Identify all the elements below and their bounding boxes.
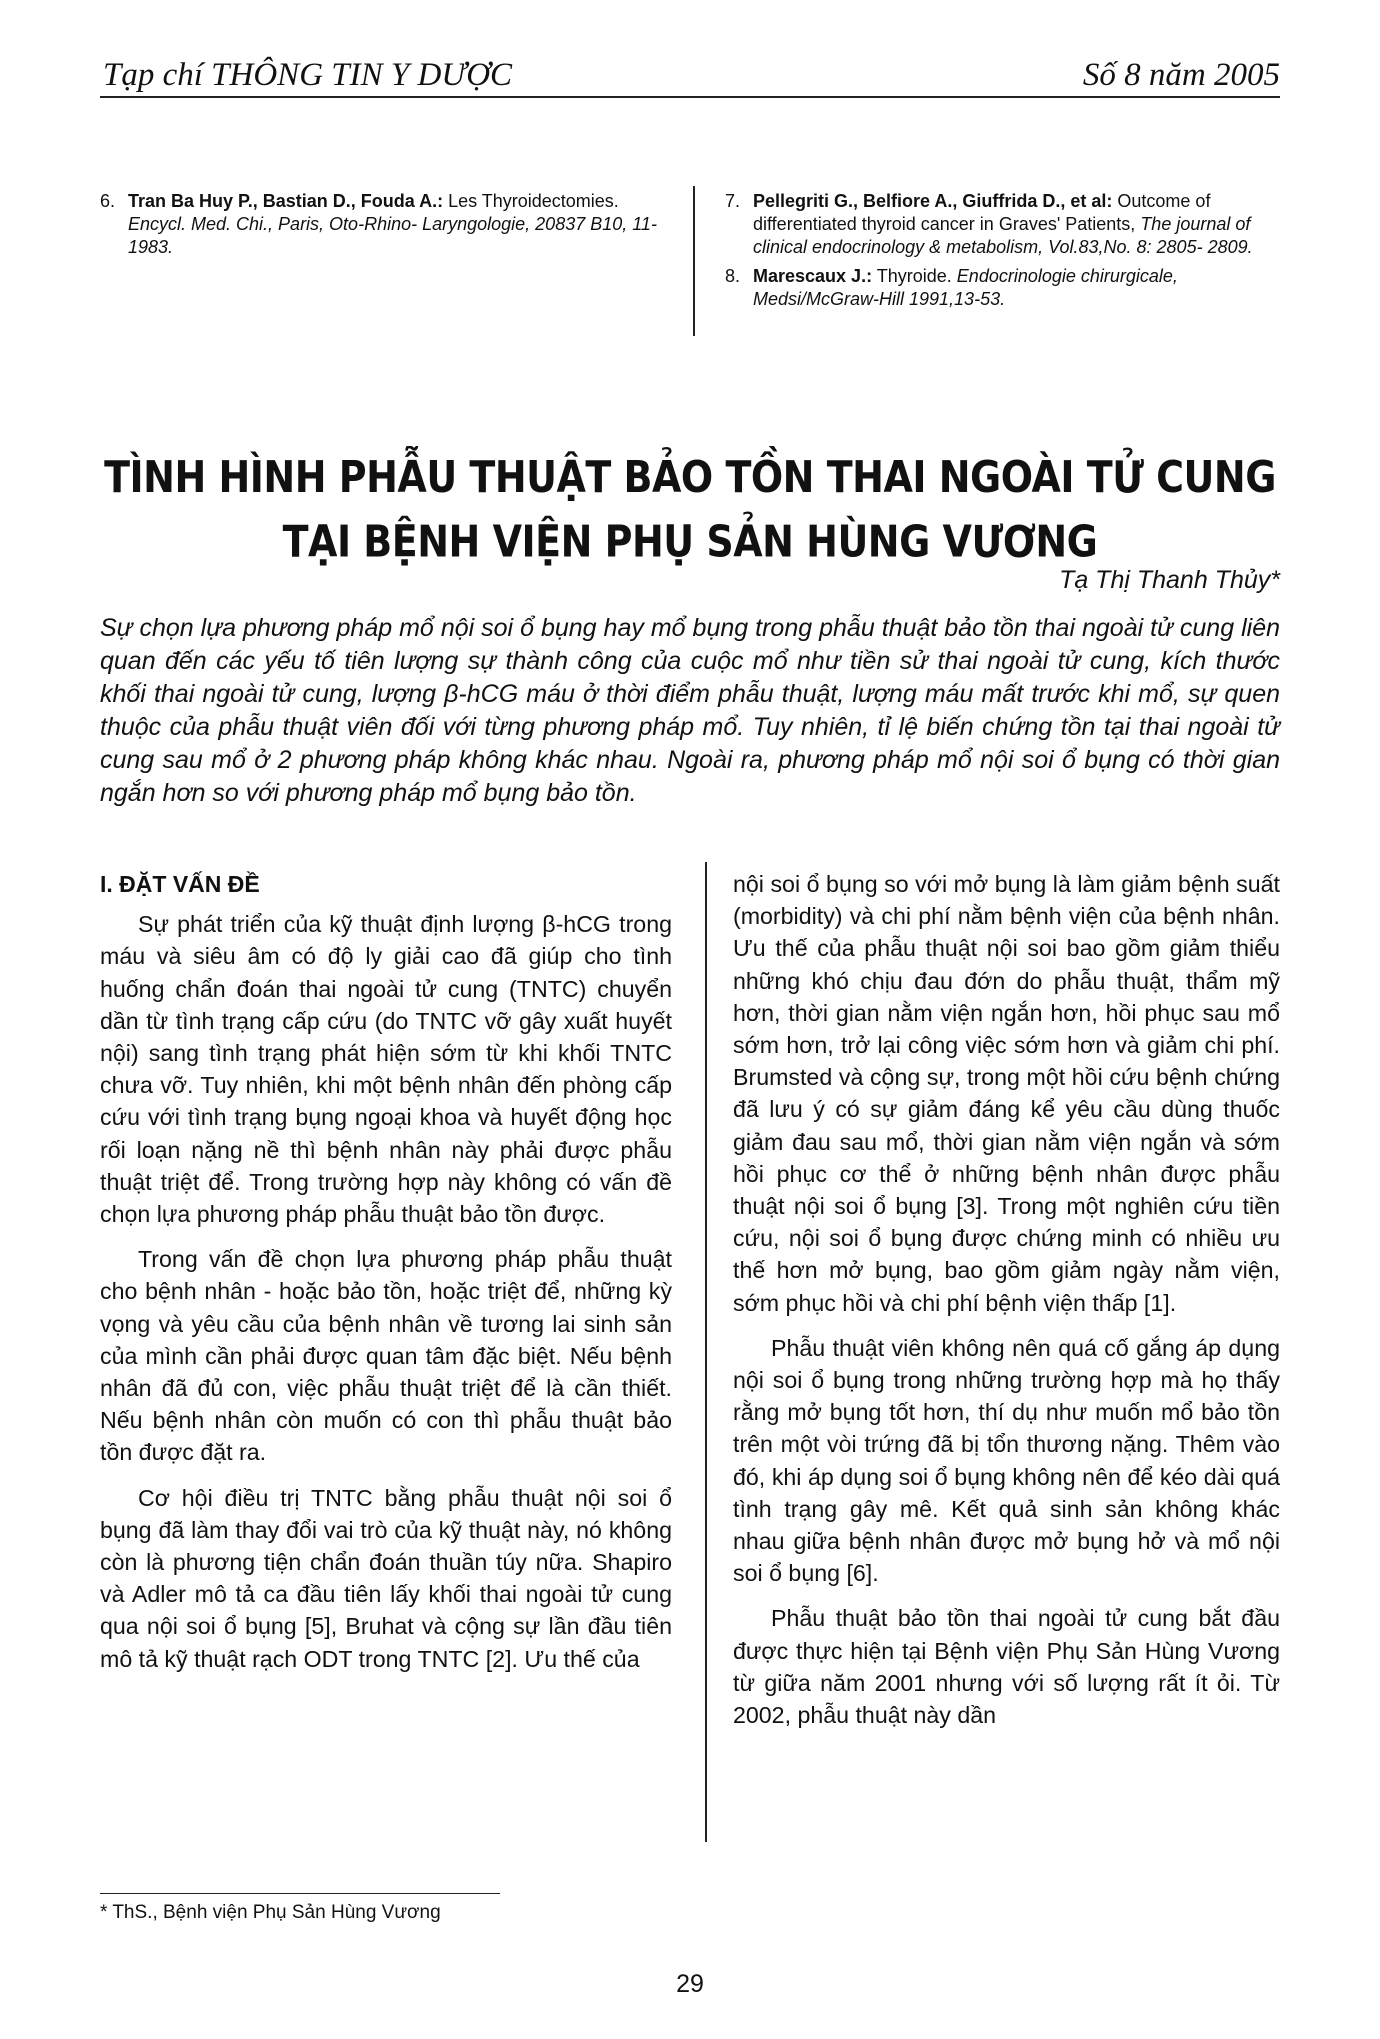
- body-paragraph: Phẫu thuật viên không nên quá cố gắng áp dụng nội soi ổ bụng trong những trường hợp mà họ thấy rằng mở bụng tốt hơn, thí dụ như muốn mổ bảo tồn trên một vòi trứng đã bị tổn thương nặng. Thêm vào đó, khi áp dụng soi ổ bụng không nên để kéo dài quá tình trạng gây mê. Kết quả sinh sản không khác nhau giữa bệnh nhân được mở bụng hở và mổ nội soi ổ bụng [6].: [733, 1334, 1280, 1587]
- references-right: [725, 190, 1280, 317]
- reference-number: 7.: [725, 191, 741, 211]
- reference-body: [128, 190, 665, 259]
- reference-number: 8.: [725, 266, 741, 286]
- footnote-rule: [100, 1893, 500, 1894]
- reference-item: [725, 265, 1280, 311]
- footnote: * ThS., Bệnh viện Phụ Sản Hùng Vương: [100, 1902, 441, 1923]
- reference-text: Les Thyroidectomies.: [443, 191, 619, 211]
- article-title: [100, 445, 1280, 574]
- references-left: [100, 190, 665, 265]
- references-divider: [693, 186, 695, 336]
- body-paragraph: Trong vấn đề chọn lựa phương pháp phẫu thuật cho bệnh nhân - hoặc bảo tồn, hoặc triệt để, những kỳ vọng và yêu cầu của bệnh nhân về tương lai sinh sản của mình cần phải được quan tâm đặc biệt. Nếu bệnh nhân đã đủ con, việc phẫu thuật triệt để là cần thiết. Nếu bệnh nhân còn muốn có con thì phẫu thuật bảo tồn được đặt ra.: [100, 1246, 672, 1466]
- reference-source: The journal of clinical endocrinology & metabolism, Vol.83,No. 8: 2805- 2809.: [753, 214, 1253, 257]
- body-column-right: [733, 868, 1280, 1744]
- body-paragraph: Cơ hội điều trị TNTC bằng phẫu thuật nội soi ổ bụng đã làm thay đổi vai trò của kỹ thuật này, nó không còn là phương tiện chẩn đoán thuần túy nữa. Shapiro và Adler mô tả ca đầu tiên lấy khối thai ngoài tử cung qua nội soi ổ bụng [5], Bruhat và cộng sự lần đầu tiên mô tả kỹ thuật rạch ODT trong TNTC [2]. Ưu thế của: [100, 1484, 672, 1672]
- reference-authors: Pellegriti G., Belfiore A., Giuffrida D., et al:: [753, 191, 1113, 211]
- header-rule: [100, 96, 1280, 98]
- reference-text: Thyroide.: [872, 266, 957, 286]
- reference-authors: Marescaux J.:: [753, 266, 873, 286]
- title-line-1: TÌNH HÌNH PHẪU THUẬT BẢO TỒN THAI NGOÀI TỬ CUNG: [104, 451, 1276, 503]
- body-paragraph: Phẫu thuật bảo tồn thai ngoài tử cung bắt đầu được thực hiện tại Bệnh viện Phụ Sản Hùng Vương từ giữa năm 2001 nhưng với số lượng rất ít ỏi. Từ 2002, phẫu thuật này dần: [733, 1605, 1280, 1729]
- reference-body: [753, 265, 1280, 311]
- body-paragraph: nội soi ổ bụng so với mở bụng là làm giảm bệnh suất (morbidity) và chi phí nằm bệnh viện của bệnh nhân. Ưu thế của phẫu thuật nội soi bao gồm giảm thiểu những khó chịu đau đớn do phẫu thuật, thẩm mỹ hơn, thời gian nằm viện ngắn hơn, hồi phục sau mổ sớm hơn, trở lại công việc sớm hơn và giảm chi phí. Brumsted và cộng sự, trong một hồi cứu bệnh chứng đã lưu ý có sự giảm đáng kể yêu cầu dùng thuốc giảm đau sau mổ, thời gian nằm viện ngắn và sớm hồi phục cơ thể ở những bệnh nhân được phẫu thuật nội soi ổ bụng [3]. Trong một nghiên cứu tiền cứu, nội soi ổ bụng được chứng minh có nhiều ưu thế hơn mở bụng, bao gồm giảm ngày nằm viện, sớm phục hồi và chi phí bệnh viện thấp [1].: [733, 871, 1280, 1316]
- reference-item: [725, 190, 1280, 259]
- reference-source: Encycl. Med. Chi., Paris, Oto-Rhino- Laryngologie, 20837 B10, 11-1983.: [128, 214, 657, 257]
- body-column-left: [100, 868, 672, 1688]
- issue-number: Số 8 năm 2005: [1082, 57, 1280, 93]
- running-header: [103, 44, 1280, 94]
- section-heading: I. ĐẶT VẤN ĐỀ: [100, 871, 260, 897]
- reference-item: [100, 190, 665, 259]
- reference-body: [753, 190, 1280, 259]
- article-abstract: Sự chọn lựa phương pháp mổ nội soi ổ bụng hay mổ bụng trong phẫu thuật bảo tồn thai ngoài tử cung liên quan đến các yếu tố tiên lượng sự thành công của cuộc mổ như tiền sử thai ngoài tử cung, kích thước khối thai ngoài tử cung, lượng β-hCG máu ở thời điểm phẫu thuật, lượng máu mất trước khi mổ, sự quen thuộc của phẫu thuật viên đối với từng phương pháp mổ. Tuy nhiên, tỉ lệ biến chứng tồn tại thai ngoài tử cung sau mổ ở 2 phương pháp không khác nhau. Ngoài ra, phương pháp mổ nội soi ổ bụng có thời gian ngắn hơn so với phương pháp mổ bụng bảo tồn.: [100, 614, 1280, 807]
- column-divider: [705, 862, 707, 1842]
- reference-authors: Tran Ba Huy P., Bastian D., Fouda A.:: [128, 191, 444, 211]
- body-paragraph: Sự phát triển của kỹ thuật định lượng β-hCG trong máu và siêu âm có độ ly giải cao đã giúp cho tình huống chẩn đoán thai ngoài tử cung (TNTC) chuyển dần từ tình trạng cấp cứu (do TNTC vỡ gây xuất huyết nội) sang tình trạng phát hiện sớm từ khi khối TNTC chưa vỡ. Tuy nhiên, khi một bệnh nhân đến phòng cấp cứu với tình trạng bụng ngoại khoa và huyết động học rối loạn nặng nề thì bệnh nhân này phải được phẫu thuật triệt để. Trong trường hợp này không có vấn đề chọn lựa phương pháp phẫu thuật bảo tồn được.: [100, 911, 672, 1228]
- reference-number: 6.: [100, 191, 116, 211]
- reference-text: Outcome of differentiated thyroid cancer in Graves' Patients,: [753, 191, 1211, 234]
- title-line-2: TẠI BỆNH VIỆN PHỤ SẢN HÙNG VƯƠNG: [282, 516, 1098, 567]
- article-author: Tạ Thị Thanh Thủy*: [1059, 566, 1280, 594]
- journal-name: Tạp chí THÔNG TIN Y DƯỢC: [103, 57, 513, 93]
- page-number: 29: [676, 1970, 704, 1998]
- reference-source: Endocrinologie chirurgicale, Medsi/McGraw-Hill 1991,13-53.: [753, 266, 1178, 309]
